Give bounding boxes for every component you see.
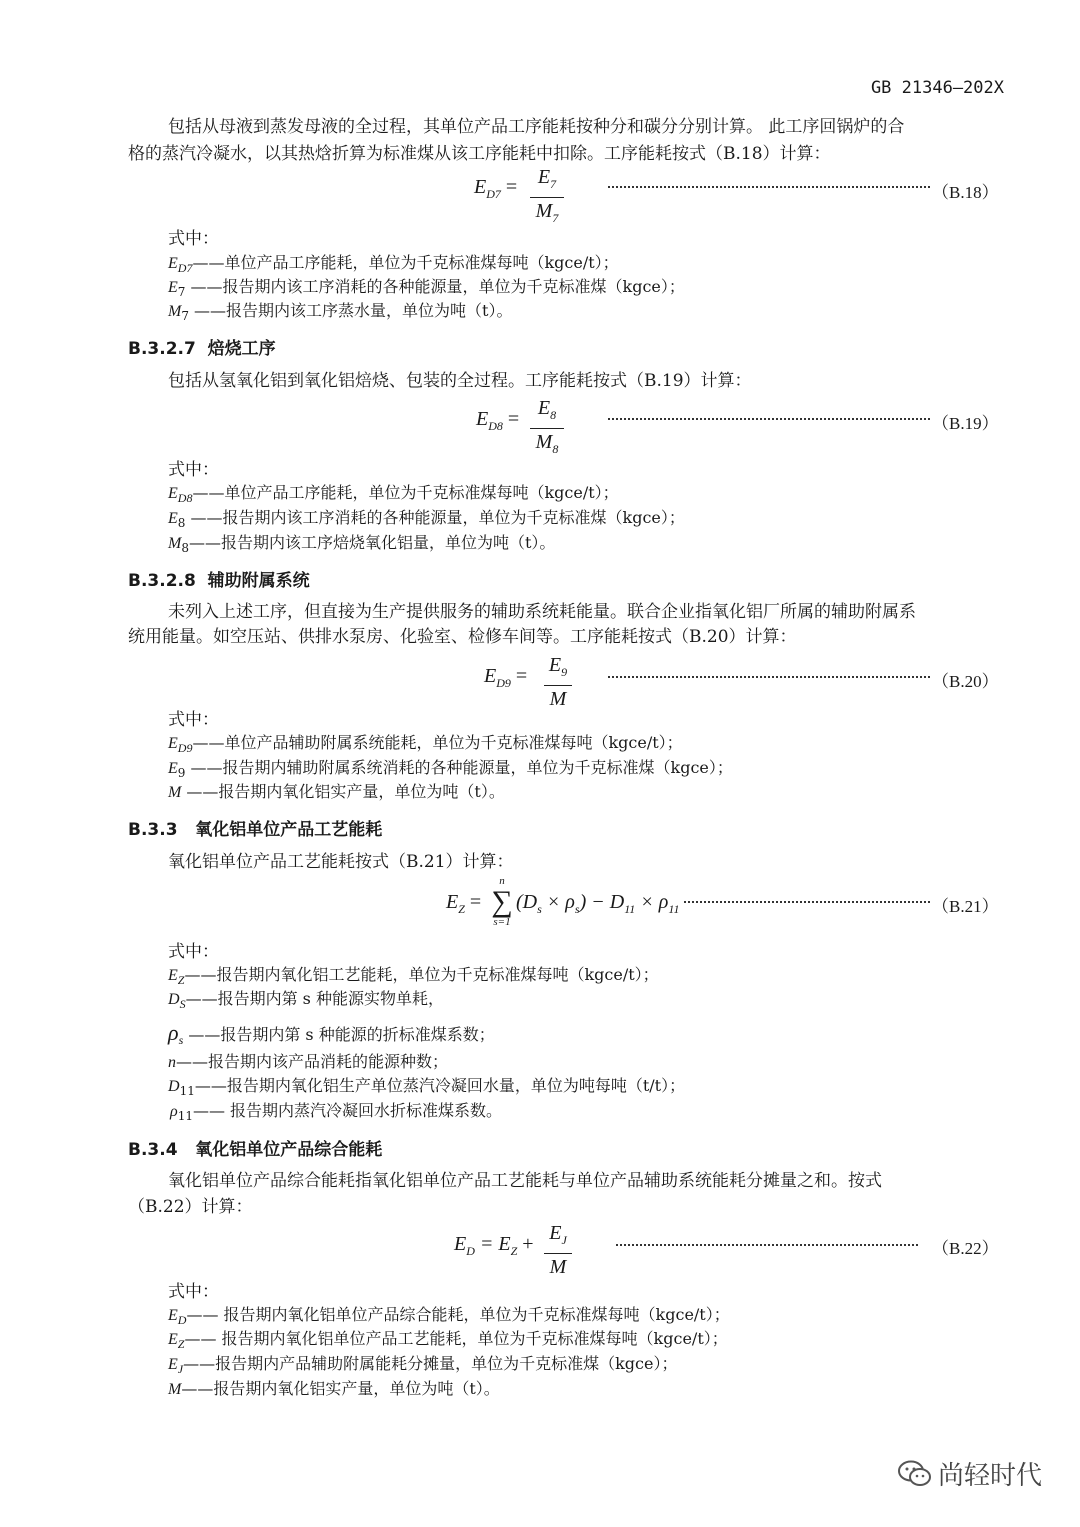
wechat-icon <box>898 1460 932 1488</box>
eq21-lhs: $E_Z$ = <box>446 891 482 916</box>
def21-5: $\rho_{11}——$ 报告期内蒸汽冷凝回水折标准煤系数。 <box>170 1101 503 1124</box>
section-heading-b328: B.3.2.8 辅助附属系统 <box>128 571 310 591</box>
eq20-leader-dots <box>608 676 930 678</box>
eq18-lhs: $E_{D7}$ = <box>474 176 518 201</box>
section-heading-b327: B.3.2.7 焙烧工序 <box>128 339 276 359</box>
standard-number: GB 21346—202X <box>870 78 1004 98</box>
eq21-terms: $(D_s \times \rho_s) - D_{11} \times \rho_{11}$ <box>516 891 680 916</box>
where-label-22: 式中： <box>168 1282 219 1302</box>
def21-0: $E_Z——$报告期内氧化铝工艺能耗，单位为千克标准煤每吨（kgce/t）； <box>168 965 659 988</box>
def18-0: $E_{D7}——$单位产品工序能耗，单位为千克标准煤每吨（kgce/t）； <box>168 253 619 276</box>
section-heading-b34: B.3.4 氧化铝单位产品综合能耗 <box>128 1140 383 1160</box>
eq21-number: （B.21） <box>932 897 999 916</box>
def20-0: $E_{D9}——$单位产品辅助附属系统能耗，单位为千克标准煤每吨（kgce/t）； <box>168 733 683 756</box>
paragraph-evaporation-line2: 格的蒸汽冷凝水，以其热焓折算为标准煤从该工序能耗中扣除。工序能耗按式（B.18）计算： <box>128 144 831 164</box>
def22-2: $E_J——$报告期内产品辅助附属能耗分摊量，单位为千克标准煤（kgce）； <box>168 1354 678 1377</box>
where-label-21: 式中： <box>168 942 219 962</box>
eq22-leader-dots <box>616 1244 918 1246</box>
eq18-fraction: $E_7$ $M_7$ <box>530 166 564 229</box>
def21-4: $D_{11}——$报告期内氧化铝生产单位蒸汽冷凝回水量，单位为吨每吨（t/t）； <box>168 1076 686 1099</box>
def20-1: $E_9$ ——报告期内辅助附属系统消耗的各种能源量，单位为千克标准煤（kgce）； <box>168 758 733 781</box>
eq19-fraction: $E_8$ $M_8$ <box>530 397 564 460</box>
eq21-summation: n ∑ s=1 <box>491 875 513 928</box>
eq18-leader-dots <box>608 186 930 188</box>
eq22-fraction: $E_J$ M <box>544 1222 572 1278</box>
paragraph-process-energy: 氧化铝单位产品工艺能耗按式（B.21）计算： <box>168 852 514 872</box>
where-label-18: 式中： <box>168 229 219 249</box>
watermark <box>898 1455 1042 1492</box>
def21-3: n——报告期内该产品消耗的能源种数； <box>168 1052 449 1071</box>
eq19-leader-dots <box>608 418 930 420</box>
def21-1: $D_S——$报告期内第 s 种能源实物单耗， <box>168 989 444 1012</box>
paragraph-comprehensive-line2: （B.22）计算： <box>128 1197 253 1217</box>
def22-3: M——报告期内氧化铝实产量，单位为吨（t）。 <box>168 1379 500 1398</box>
eq22-number: （B.22） <box>932 1239 999 1258</box>
def22-1: $E_Z——$ 报告期内氧化铝单位产品工艺能耗，单位为千克标准煤每吨（kgce/t）； <box>168 1329 728 1352</box>
def19-0: $E_{D8}——$单位产品工序能耗，单位为千克标准煤每吨（kgce/t）； <box>168 483 619 506</box>
watermark-text: 尚轻时代 <box>937 1461 1042 1491</box>
paragraph-comprehensive-line1: 氧化铝单位产品综合能耗指氧化铝单位产品工艺能耗与单位产品辅助系统能耗分摊量之和。按式 <box>168 1171 882 1191</box>
paragraph-auxiliary-line1: 未列入上述工序，但直接为生产提供服务的辅助系统耗能量。联合企业指氧化铝厂所属的辅助附属系 <box>168 602 916 622</box>
def22-0: $E_D——$ 报告期内氧化铝单位产品综合能耗，单位为千克标准煤每吨（kgce/t）； <box>168 1305 730 1328</box>
def18-1: $E_7$ ——报告期内该工序消耗的各种能源量，单位为千克标准煤（kgce）； <box>168 277 685 300</box>
eq20-lhs: $E_{D9}$ = <box>484 665 528 690</box>
eq20-number: （B.20） <box>932 672 999 691</box>
def18-2: $M_7$ ——报告期内该工序蒸水量，单位为吨（t）。 <box>168 301 513 324</box>
eq20-fraction: $E_9$ M <box>544 654 572 710</box>
def19-1: $E_8$ ——报告期内该工序消耗的各种能源量，单位为千克标准煤（kgce）； <box>168 508 685 531</box>
def21-2: $\rho_s$ ——报告期内第 s 种能源的折标准煤系数； <box>168 1020 495 1048</box>
paragraph-evaporation-line1: 包括从母液到蒸发母液的全过程，其单位产品工序能耗按种分和碳分分别计算。 此工序回锅炉的合 <box>168 117 905 137</box>
eq19-number: （B.19） <box>932 414 999 433</box>
eq19-lhs: $E_{D8}$ = <box>476 408 520 433</box>
def20-2: M ——报告期内氧化铝实产量，单位为吨（t）。 <box>168 782 505 801</box>
eq21-leader-dots <box>684 901 930 903</box>
eq22-lhs: $E_D = E_Z$ + <box>454 1233 534 1258</box>
def19-2: $M_8——$报告期内该工序焙烧氧化铝量，单位为吨（t）。 <box>168 533 556 556</box>
paragraph-auxiliary-line2: 统用能量。如空压站、供排水泵房、化验室、检修车间等。工序能耗按式（B.20）计算： <box>128 627 797 647</box>
eq18-number: （B.18） <box>932 183 999 202</box>
section-heading-b33: B.3.3 氧化铝单位产品工艺能耗 <box>128 820 383 840</box>
where-label-20: 式中： <box>168 710 219 730</box>
where-label-19: 式中： <box>168 460 219 480</box>
paragraph-roasting: 包括从氢氧化铝到氧化铝焙烧、包装的全过程。工序能耗按式（B.19）计算： <box>168 371 752 391</box>
